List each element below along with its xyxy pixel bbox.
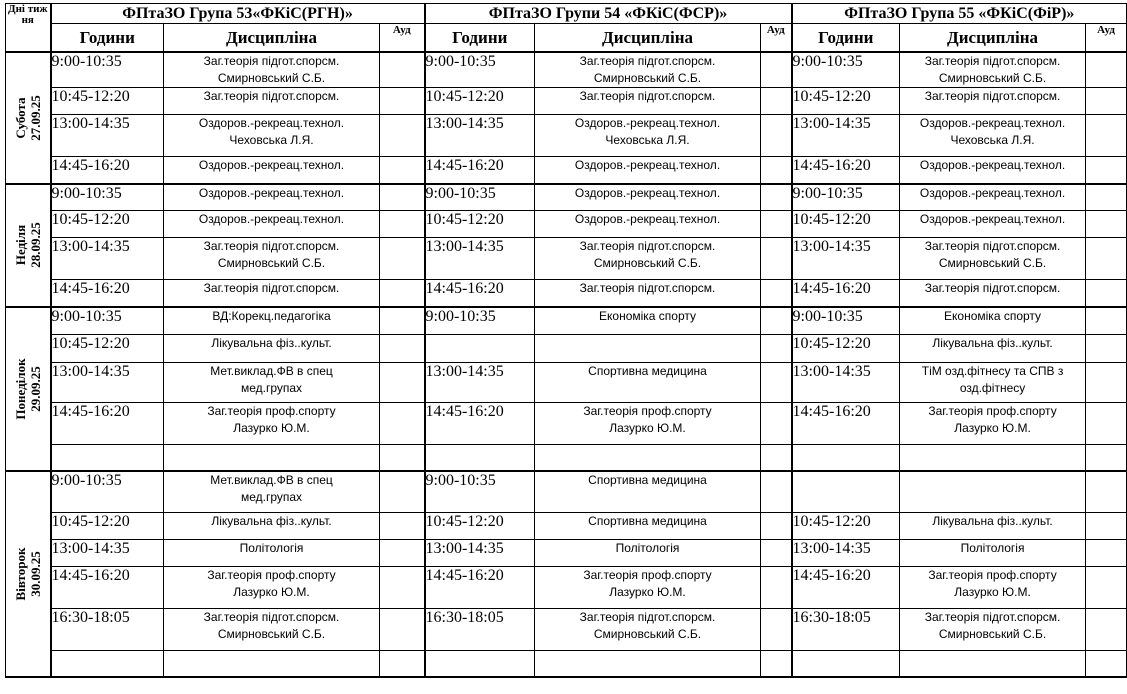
discipline-name: Заг.теорія підгот.спорсм.: [924, 89, 1061, 103]
time-slot: [51, 445, 164, 471]
time-slot: 10:45-12:20: [425, 88, 535, 115]
room-cell: [380, 280, 425, 307]
discipline-cell: [164, 471, 380, 513]
room-cell: [380, 88, 425, 115]
discipline-cell: [164, 363, 380, 403]
discipline-name: Заг.теорія проф.спорту: [928, 404, 1057, 418]
room-cell: [1086, 513, 1127, 540]
discipline-name: Заг.теорія підгот.спорсм.: [203, 281, 340, 295]
room-cell: [761, 280, 792, 307]
room-cell: [761, 651, 792, 677]
discipline-name: Політологія: [239, 541, 304, 555]
discipline-name: ВД:Корекц.педагогіка: [212, 308, 331, 323]
time-slot: 14:45-16:20: [425, 157, 535, 184]
time-slot: 9:00-10:35: [792, 307, 900, 335]
discipline-name: Заг.теорія підгот.спорсм.: [203, 610, 340, 624]
discipline-detail: Смирновський С.Б.: [217, 256, 326, 270]
schedule-row: [6, 115, 1127, 157]
room-cell: [1086, 445, 1127, 471]
time-slot: 9:00-10:35: [792, 184, 900, 211]
room-cell: [380, 471, 425, 513]
room-cell: [380, 363, 425, 403]
discipline-name: Оздоров.-рекреац.технол.: [198, 158, 345, 172]
discipline-cell: [164, 445, 380, 471]
discipline-cell: [164, 157, 380, 184]
time-slot: 9:00-10:35: [51, 184, 164, 211]
schedule-row: [6, 363, 1127, 403]
room-cell: [761, 88, 792, 115]
discipline-cell: [164, 335, 380, 363]
room-cell: [380, 609, 425, 651]
discipline-cell: [900, 211, 1086, 238]
schedule-row: [6, 184, 1127, 211]
discipline-name: Оздоров.-рекреац.технол.: [919, 212, 1066, 226]
time-slot: 10:45-12:20: [425, 513, 535, 540]
room-cell: [380, 184, 425, 211]
hours-header: Години: [792, 24, 900, 53]
discipline-name: Лікувальна фіз..культ.: [932, 514, 1053, 528]
discipline-cell: [535, 335, 761, 363]
time-slot: 13:00-14:35: [425, 238, 535, 280]
day-column-header: Дні тиж ня: [6, 4, 51, 53]
discipline-name: Спортивна медицина: [588, 514, 707, 528]
time-slot: 13:00-14:35: [792, 540, 900, 567]
discipline-cell: [535, 567, 761, 609]
discipline-name: Заг.теорія проф.спорту: [207, 404, 336, 418]
discipline-detail: Лазурко Ю.М.: [609, 421, 686, 435]
room-header: Ауд: [380, 24, 425, 53]
schedule-row: [6, 211, 1127, 238]
time-slot: 9:00-10:35: [425, 307, 535, 335]
discipline-name: Оздоров.-рекреац.технол.: [198, 212, 345, 226]
time-slot: 14:45-16:20: [792, 403, 900, 445]
discipline-cell: [900, 238, 1086, 280]
room-cell: [380, 540, 425, 567]
time-slot: 10:45-12:20: [51, 211, 164, 238]
discipline-detail: Лазурко Ю.М.: [233, 421, 310, 435]
discipline-cell: [535, 609, 761, 651]
discipline-name: Заг.теорія проф.спорту: [583, 568, 712, 582]
discipline-detail: Смирновський С.Б.: [938, 256, 1047, 270]
room-cell: [761, 211, 792, 238]
schedule-row: [6, 157, 1127, 184]
discipline-name: Оздоров.-рекреац.технол.: [574, 185, 721, 200]
time-slot: 13:00-14:35: [51, 115, 164, 157]
discipline-cell: [535, 115, 761, 157]
day-label-cell: [6, 184, 51, 307]
discipline-detail: Смирновський С.Б.: [217, 627, 326, 641]
time-slot: 14:45-16:20: [792, 280, 900, 307]
time-slot: 10:45-12:20: [792, 88, 900, 115]
discipline-cell: [164, 403, 380, 445]
room-cell: [761, 513, 792, 540]
discipline-header: Дисципліна: [164, 24, 380, 53]
room-cell: [380, 157, 425, 184]
discipline-name: Мет.виклад.ФВ в спец: [210, 472, 333, 487]
discipline-cell: [164, 540, 380, 567]
room-cell: [380, 567, 425, 609]
discipline-cell: [535, 513, 761, 540]
schedule-row: [6, 307, 1127, 335]
room-cell: [1086, 211, 1127, 238]
schedule-row: [6, 280, 1127, 307]
schedule-table: [5, 3, 1127, 678]
discipline-cell: [164, 184, 380, 211]
discipline-name: Заг.теорія підгот.спорсм.: [579, 281, 716, 295]
time-slot: 9:00-10:35: [51, 52, 164, 88]
day-name: Вівторок: [12, 547, 28, 600]
discipline-cell: [535, 238, 761, 280]
room-cell: [1086, 363, 1127, 403]
room-cell: [1086, 52, 1127, 88]
day-date: 28.09.25: [27, 222, 43, 268]
group-header-row: [6, 4, 1127, 24]
discipline-cell: [900, 363, 1086, 403]
day-label-cell: [6, 471, 51, 677]
room-cell: [761, 567, 792, 609]
discipline-cell: [535, 307, 761, 335]
discipline-cell: [164, 115, 380, 157]
time-slot: 13:00-14:35: [792, 238, 900, 280]
time-slot: 14:45-16:20: [51, 280, 164, 307]
time-slot: [425, 445, 535, 471]
group-53-title: ФПтаЗО Група 53«ФКіС(РГН)»: [51, 4, 425, 24]
discipline-detail: Смирновський С.Б.: [938, 627, 1047, 641]
room-cell: [761, 609, 792, 651]
discipline-detail: Лазурко Ю.М.: [954, 421, 1031, 435]
discipline-name: Заг.теорія проф.спорту: [207, 568, 336, 582]
time-slot: 16:30-18:05: [51, 609, 164, 651]
room-cell: [761, 52, 792, 88]
time-slot: [51, 651, 164, 677]
discipline-cell: [900, 513, 1086, 540]
discipline-cell: [535, 88, 761, 115]
group-54-title: ФПтаЗО Групи 54 «ФКіС(ФСР)»: [425, 4, 792, 24]
time-slot: 14:45-16:20: [425, 280, 535, 307]
discipline-cell: [535, 52, 761, 88]
room-cell: [380, 445, 425, 471]
room-cell: [761, 471, 792, 513]
discipline-name: Економіка спорту: [944, 308, 1042, 323]
discipline-name: Заг.теорія проф.спорту: [583, 404, 712, 418]
discipline-cell: [535, 211, 761, 238]
discipline-cell: [900, 157, 1086, 184]
time-slot: 9:00-10:35: [425, 184, 535, 211]
schedule-row: [6, 651, 1127, 677]
room-cell: [1086, 157, 1127, 184]
discipline-detail: Смирновський С.Б.: [938, 71, 1047, 85]
room-cell: [1086, 567, 1127, 609]
discipline-cell: [900, 280, 1086, 307]
day-label-cell: [6, 52, 51, 184]
time-slot: 13:00-14:35: [792, 115, 900, 157]
day-name: Неділя: [12, 224, 28, 266]
room-cell: [1086, 280, 1127, 307]
discipline-name: Оздоров.-рекреац.технол.: [574, 116, 721, 130]
room-cell: [761, 157, 792, 184]
room-cell: [380, 307, 425, 335]
day-label: [13, 547, 43, 600]
discipline-name: Економіка спорту: [599, 308, 697, 323]
discipline-cell: [900, 445, 1086, 471]
room-cell: [1086, 540, 1127, 567]
day-label: [13, 358, 43, 419]
discipline-cell: [535, 445, 761, 471]
discipline-cell: [900, 471, 1086, 513]
day-date: 29.09.25: [27, 365, 43, 412]
discipline-name: Заг.теорія підгот.спорсм.: [924, 610, 1061, 624]
time-slot: [792, 471, 900, 513]
room-cell: [1086, 307, 1127, 335]
discipline-cell: [535, 403, 761, 445]
schedule-row: [6, 567, 1127, 609]
discipline-name: Заг.теорія підгот.спорсм.: [203, 54, 340, 68]
room-cell: [1086, 471, 1127, 513]
discipline-cell: [900, 88, 1086, 115]
discipline-name: Політологія: [960, 541, 1025, 555]
discipline-name: Заг.теорія підгот.спорсм.: [579, 89, 716, 103]
time-slot: 14:45-16:20: [792, 567, 900, 609]
room-cell: [1086, 335, 1127, 363]
discipline-cell: [900, 184, 1086, 211]
time-slot: [425, 651, 535, 677]
discipline-cell: [164, 651, 380, 677]
room-cell: [1086, 88, 1127, 115]
time-slot: 14:45-16:20: [51, 567, 164, 609]
discipline-detail: Чеховська Л.Я.: [605, 133, 690, 147]
discipline-cell: [164, 52, 380, 88]
room-header: Ауд: [1086, 24, 1127, 53]
room-cell: [380, 651, 425, 677]
discipline-name: Лікувальна фіз..культ.: [932, 336, 1053, 350]
schedule-row: [6, 403, 1127, 445]
discipline-cell: [900, 335, 1086, 363]
discipline-cell: [164, 211, 380, 238]
discipline-name: Заг.теорія підгот.спорсм.: [203, 89, 340, 103]
room-cell: [761, 115, 792, 157]
discipline-name: Заг.теорія підгот.спорсм.: [924, 239, 1061, 253]
schedule-row: [6, 445, 1127, 471]
discipline-name: Заг.теорія підгот.спорсм.: [203, 239, 340, 253]
discipline-name: Лікувальна фіз..культ.: [211, 514, 332, 528]
discipline-cell: [164, 567, 380, 609]
room-cell: [761, 307, 792, 335]
time-slot: 9:00-10:35: [425, 471, 535, 513]
room-cell: [380, 211, 425, 238]
room-cell: [380, 335, 425, 363]
room-cell: [1086, 403, 1127, 445]
time-slot: 13:00-14:35: [792, 363, 900, 403]
discipline-name: Оздоров.-рекреац.технол.: [574, 212, 721, 226]
time-slot: 14:45-16:20: [425, 567, 535, 609]
discipline-name: Заг.теорія проф.спорту: [928, 568, 1057, 582]
day-name: Понеділок: [12, 357, 28, 420]
discipline-name: ТіМ озд.фітнесу та СПВ з: [921, 364, 1064, 378]
discipline-detail: Смирновський С.Б.: [593, 71, 702, 85]
room-cell: [1086, 609, 1127, 651]
room-cell: [761, 238, 792, 280]
time-slot: 10:45-12:20: [792, 513, 900, 540]
day-label: [13, 95, 43, 141]
discipline-cell: [164, 238, 380, 280]
discipline-cell: [900, 307, 1086, 335]
discipline-cell: [535, 651, 761, 677]
schedule-row: [6, 52, 1127, 88]
discipline-name: Оздоров.-рекреац.технол.: [919, 185, 1066, 200]
discipline-cell: [164, 513, 380, 540]
discipline-name: Лікувальна фіз..культ.: [211, 336, 332, 350]
room-cell: [1086, 115, 1127, 157]
discipline-name: Заг.теорія підгот.спорсм.: [924, 281, 1061, 295]
group-55-title: ФПтаЗО Група 55 «ФКіС(ФіР)»: [792, 4, 1127, 24]
discipline-name: Заг.теорія підгот.спорсм.: [924, 54, 1061, 68]
discipline-name: Спортивна медицина: [588, 364, 707, 378]
hours-header: Години: [51, 24, 164, 53]
time-slot: 10:45-12:20: [425, 211, 535, 238]
discipline-name: Спортивна медицина: [588, 472, 707, 487]
time-slot: 14:45-16:20: [425, 403, 535, 445]
schedule-row: [6, 238, 1127, 280]
time-slot: [792, 651, 900, 677]
schedule-row: [6, 335, 1127, 363]
discipline-name: Заг.теорія підгот.спорсм.: [579, 239, 716, 253]
time-slot: 10:45-12:20: [792, 211, 900, 238]
discipline-name: Оздоров.-рекреац.технол.: [919, 116, 1066, 130]
discipline-detail: Смирновський С.Б.: [593, 256, 702, 270]
room-cell: [761, 540, 792, 567]
time-slot: 16:30-18:05: [425, 609, 535, 651]
time-slot: 10:45-12:20: [51, 88, 164, 115]
discipline-cell: [164, 307, 380, 335]
room-cell: [380, 115, 425, 157]
schedule-row: [6, 609, 1127, 651]
time-slot: 10:45-12:20: [792, 335, 900, 363]
hours-header: Години: [425, 24, 535, 53]
time-slot: 13:00-14:35: [51, 540, 164, 567]
discipline-cell: [900, 540, 1086, 567]
time-slot: 14:45-16:20: [51, 403, 164, 445]
time-slot: 13:00-14:35: [425, 540, 535, 567]
time-slot: [425, 335, 535, 363]
room-cell: [380, 403, 425, 445]
room-cell: [380, 513, 425, 540]
time-slot: [792, 445, 900, 471]
discipline-detail: Лазурко Ю.М.: [233, 585, 310, 599]
discipline-cell: [535, 540, 761, 567]
discipline-cell: [900, 609, 1086, 651]
room-cell: [761, 445, 792, 471]
room-cell: [380, 52, 425, 88]
schedule-row: [6, 471, 1127, 513]
time-slot: 9:00-10:35: [51, 471, 164, 513]
discipline-detail: озд.фітнесу: [959, 381, 1026, 395]
discipline-detail: Чеховська Л.Я.: [229, 133, 314, 147]
discipline-cell: [535, 471, 761, 513]
room-cell: [761, 184, 792, 211]
schedule-row: [6, 540, 1127, 567]
time-slot: 10:45-12:20: [51, 513, 164, 540]
room-header: Ауд: [761, 24, 792, 53]
time-slot: 9:00-10:35: [792, 52, 900, 88]
discipline-cell: [164, 609, 380, 651]
discipline-cell: [900, 52, 1086, 88]
time-slot: 16:30-18:05: [792, 609, 900, 651]
discipline-cell: [535, 157, 761, 184]
discipline-cell: [535, 363, 761, 403]
time-slot: 13:00-14:35: [425, 363, 535, 403]
discipline-header: Дисципліна: [535, 24, 761, 53]
day-name: Субота: [12, 97, 28, 139]
discipline-cell: [164, 280, 380, 307]
time-slot: 14:45-16:20: [51, 157, 164, 184]
discipline-detail: мед.групах: [240, 489, 303, 504]
discipline-name: Заг.теорія підгот.спорсм.: [579, 54, 716, 68]
day-label: [13, 222, 43, 268]
discipline-detail: Лазурко Ю.М.: [609, 585, 686, 599]
discipline-name: Оздоров.-рекреац.технол.: [574, 158, 721, 172]
time-slot: 14:45-16:20: [792, 157, 900, 184]
column-header-row: [6, 24, 1127, 53]
discipline-header: Дисципліна: [900, 24, 1086, 53]
time-slot: 9:00-10:35: [425, 52, 535, 88]
room-cell: [761, 403, 792, 445]
discipline-cell: [535, 280, 761, 307]
room-cell: [380, 238, 425, 280]
discipline-detail: Смирновський С.Б.: [593, 627, 702, 641]
discipline-detail: Чеховська Л.Я.: [950, 133, 1035, 147]
discipline-cell: [535, 184, 761, 211]
discipline-name: Мет.виклад.ФВ в спец: [210, 364, 333, 378]
room-cell: [761, 363, 792, 403]
time-slot: 9:00-10:35: [51, 307, 164, 335]
time-slot: 13:00-14:35: [425, 115, 535, 157]
room-cell: [1086, 238, 1127, 280]
discipline-name: Оздоров.-рекреац.технол.: [198, 116, 345, 130]
schedule-body: [6, 52, 1127, 677]
discipline-detail: мед.групах: [240, 381, 303, 395]
discipline-name: Заг.теорія підгот.спорсм.: [579, 610, 716, 624]
discipline-cell: [164, 88, 380, 115]
time-slot: 13:00-14:35: [51, 363, 164, 403]
time-slot: 10:45-12:20: [51, 335, 164, 363]
room-cell: [1086, 651, 1127, 677]
discipline-cell: [900, 651, 1086, 677]
discipline-name: Політологія: [615, 541, 680, 555]
day-date: 27.09.25: [27, 95, 43, 141]
day-label-cell: [6, 307, 51, 471]
day-date: 30.09.25: [27, 550, 43, 597]
discipline-name: Оздоров.-рекреац.технол.: [198, 185, 345, 200]
room-cell: [761, 335, 792, 363]
discipline-cell: [900, 403, 1086, 445]
time-slot: 13:00-14:35: [51, 238, 164, 280]
schedule-row: [6, 88, 1127, 115]
discipline-cell: [900, 115, 1086, 157]
schedule-row: [6, 513, 1127, 540]
discipline-cell: [900, 567, 1086, 609]
discipline-detail: Смирновський С.Б.: [217, 71, 326, 85]
room-cell: [1086, 184, 1127, 211]
discipline-detail: Лазурко Ю.М.: [954, 585, 1031, 599]
discipline-name: Оздоров.-рекреац.технол.: [919, 158, 1066, 172]
